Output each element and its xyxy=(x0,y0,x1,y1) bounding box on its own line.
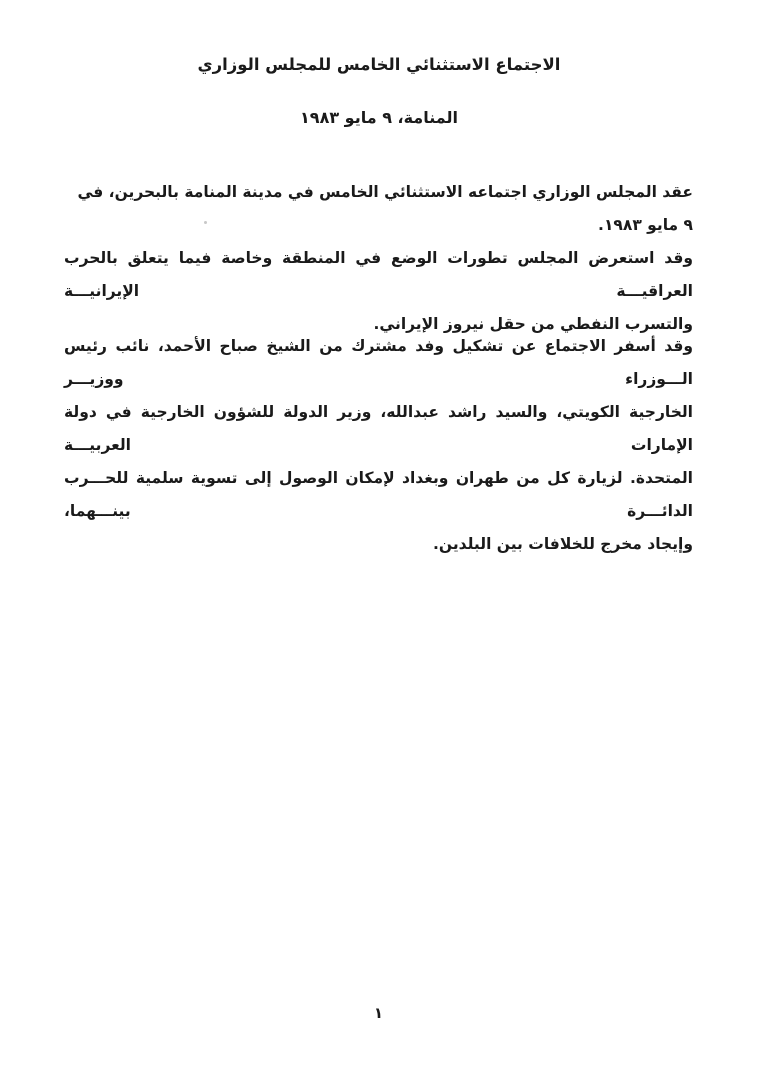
scan-speck xyxy=(204,221,207,224)
paragraph-2-line-2: والتسرب النفطي من حقل نيروز الإيراني. xyxy=(373,315,693,333)
paragraph-1-line-1: عقد المجلس الوزاري اجتماعه الاستثنائي الخامس في مدينة المنامة بالبحرين، في ٩ مايو ١٩٨٣. xyxy=(77,183,693,234)
paragraph-3-line-2: الخارجية الكويتي، والسيد راشد عبدالله، وزير الدولة للشؤون الخارجية في دولة الإمارات العربيـــة xyxy=(64,403,693,454)
paragraph-2 xyxy=(64,242,693,341)
paragraph-3-line-4: وإيجاد مخرج للخلافات بين البلدين. xyxy=(432,535,693,553)
paragraph-3 xyxy=(64,330,693,561)
paragraph-3-line-3: المتحدة. لزيارة كل من طهران وبغداد لإمكان الوصول إلى تسوية سلمية للحـــرب الدائـــرة بينـــهما، xyxy=(64,469,693,520)
document-title: الاجتماع الاستثنائي الخامس للمجلس الوزاري xyxy=(197,55,561,74)
page-number: ١ xyxy=(373,1004,384,1022)
document-date-line: المنامة، ٩ مايو ١٩٨٣ xyxy=(300,108,458,127)
paragraph-2-line-1: وقد استعرض المجلس تطورات الوضع في المنطقة وخاصة فيما يتعلق بالحرب العراقيـــة الإيرانيـــة xyxy=(64,249,693,300)
paragraph-1 xyxy=(64,176,693,242)
paragraph-3-line-1: وقد أسفر الاجتماع عن تشكيل وفد مشترك من الشيخ صباح الأحمد، نائب رئيس الـــوزراء ووزيـــر xyxy=(64,337,693,388)
